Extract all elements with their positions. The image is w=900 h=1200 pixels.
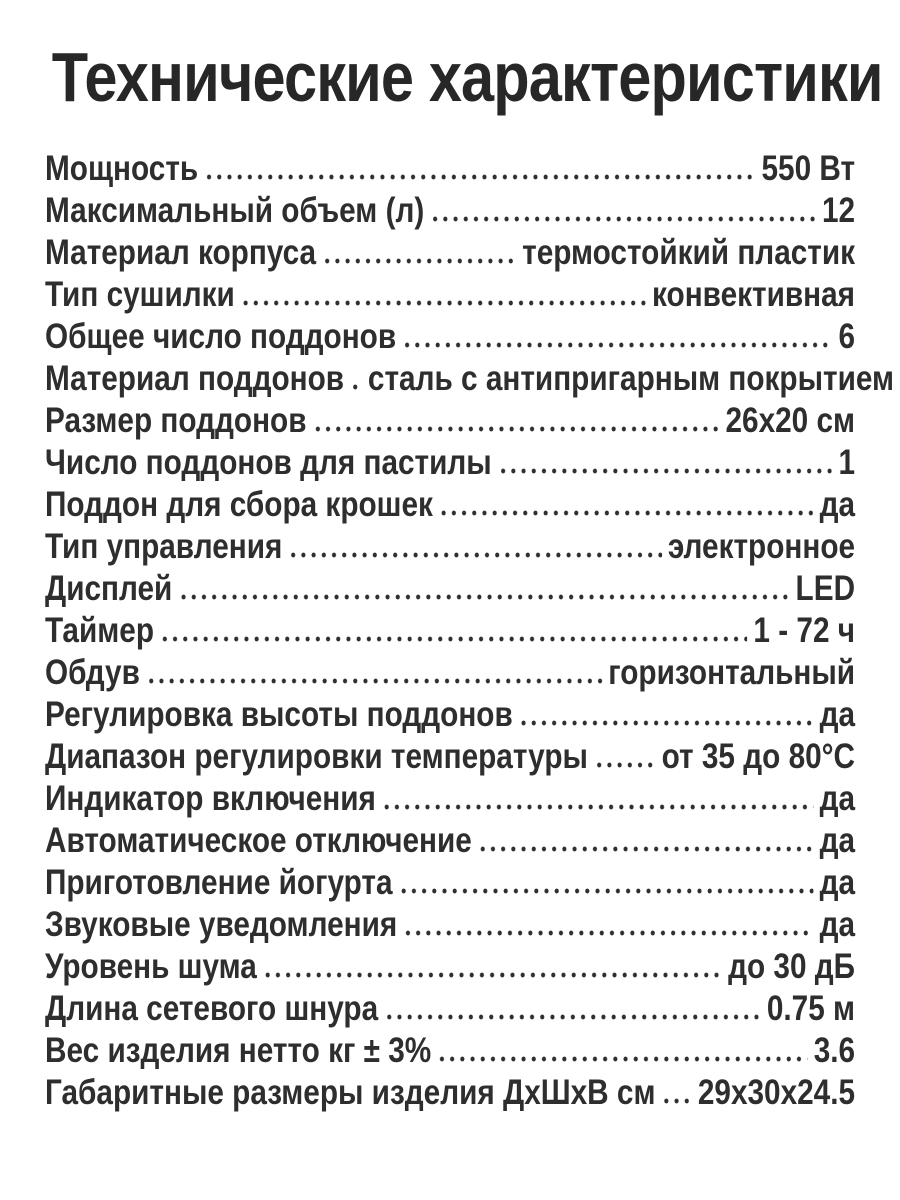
dot-leader bbox=[439, 510, 814, 516]
spec-value: 0.75 м bbox=[766, 989, 856, 1028]
dot-leader bbox=[478, 846, 814, 852]
spec-label: Регулировка высоты поддонов bbox=[45, 695, 513, 734]
spec-row bbox=[45, 148, 855, 190]
spec-row bbox=[45, 1072, 855, 1114]
spec-label: Звуковые уведомления bbox=[45, 905, 398, 944]
spec-row bbox=[45, 904, 855, 946]
spec-row bbox=[45, 988, 855, 1030]
spec-row bbox=[45, 820, 855, 862]
spec-label: Приготовление йогурта bbox=[45, 863, 393, 902]
dot-leader bbox=[241, 300, 646, 306]
dot-leader bbox=[146, 678, 602, 684]
spec-row bbox=[45, 274, 855, 316]
spec-row bbox=[45, 652, 855, 694]
dot-leader bbox=[204, 174, 755, 180]
spec-value: да bbox=[819, 779, 856, 818]
spec-label: Обдув bbox=[45, 653, 140, 692]
spec-row bbox=[45, 862, 855, 904]
spec-label: Габаритные размеры изделия ДхШхВ см bbox=[45, 1073, 656, 1112]
spec-row bbox=[45, 526, 855, 568]
spec-list bbox=[45, 148, 895, 1114]
spec-label: Длина сетевого шнура bbox=[45, 989, 379, 1028]
spec-row bbox=[45, 1030, 855, 1072]
spec-row bbox=[45, 736, 855, 778]
spec-label: Мощность bbox=[45, 149, 199, 188]
spec-value: 26х20 см bbox=[725, 401, 856, 440]
dot-leader bbox=[350, 384, 362, 390]
spec-value: конвективная bbox=[652, 275, 856, 314]
spec-row bbox=[45, 694, 855, 736]
dot-leader bbox=[398, 888, 813, 894]
spec-value: 29х30х24.5 bbox=[697, 1073, 856, 1112]
spec-value: LED bbox=[795, 569, 856, 608]
dot-leader bbox=[178, 594, 789, 600]
spec-value: 3.6 bbox=[813, 1031, 856, 1070]
dot-leader bbox=[160, 636, 748, 642]
spec-value: 6 bbox=[838, 317, 856, 356]
spec-value: да bbox=[819, 905, 856, 944]
dot-leader bbox=[384, 1014, 761, 1020]
spec-row bbox=[45, 232, 855, 274]
spec-label: Таймер bbox=[45, 611, 154, 650]
spec-value: 12 bbox=[821, 191, 856, 230]
spec-row bbox=[45, 190, 855, 232]
spec-value: термостойкий пластик bbox=[522, 233, 856, 272]
dot-leader bbox=[312, 426, 719, 432]
spec-row bbox=[45, 484, 855, 526]
spec-value: да bbox=[819, 485, 856, 524]
spec-row bbox=[45, 568, 855, 610]
spec-label: Тип управления bbox=[45, 527, 283, 566]
spec-value: да bbox=[819, 863, 856, 902]
dot-leader bbox=[288, 552, 662, 558]
spec-label: Диапазон регулировки температуры bbox=[45, 737, 588, 776]
dot-leader bbox=[263, 972, 722, 978]
dot-leader bbox=[322, 258, 516, 264]
page-title: Технические характеристики bbox=[51, 38, 883, 116]
spec-label: Материал поддонов bbox=[45, 359, 345, 398]
spec-label: Индикатор включения bbox=[45, 779, 376, 818]
spec-value: 550 Вт bbox=[761, 149, 856, 188]
spec-label: Максимальный объем (л) bbox=[45, 191, 425, 230]
dot-leader bbox=[382, 804, 814, 810]
spec-row bbox=[45, 610, 855, 652]
dot-leader bbox=[519, 720, 814, 726]
spec-value: сталь с антипригарным покрытием bbox=[367, 359, 895, 398]
spec-label: Поддон для сбора крошек bbox=[45, 485, 433, 524]
spec-value: горизонтальный bbox=[608, 653, 856, 692]
spec-value: да bbox=[819, 821, 856, 860]
dot-leader bbox=[403, 930, 813, 936]
spec-row bbox=[45, 400, 855, 442]
spec-label: Число поддонов для пастилы bbox=[45, 443, 492, 482]
spec-value: 1 bbox=[838, 443, 856, 482]
dot-leader bbox=[594, 762, 656, 768]
dot-leader bbox=[402, 342, 832, 348]
spec-value: 1 - 72 ч bbox=[753, 611, 856, 650]
spec-label: Уровень шума bbox=[45, 947, 257, 986]
spec-row bbox=[45, 358, 895, 400]
spec-row bbox=[45, 442, 855, 484]
dot-leader bbox=[430, 216, 816, 222]
dot-leader bbox=[498, 468, 833, 474]
spec-label: Автоматическое отключение bbox=[45, 821, 472, 860]
spec-label: Вес изделия нетто кг ± 3% bbox=[45, 1031, 432, 1070]
spec-label: Общее число поддонов bbox=[45, 317, 397, 356]
spec-row bbox=[45, 778, 855, 820]
spec-label: Размер поддонов bbox=[45, 401, 307, 440]
spec-value: до 30 дБ bbox=[728, 947, 856, 986]
spec-row bbox=[45, 946, 855, 988]
spec-label: Тип сушилки bbox=[45, 275, 235, 314]
spec-value: да bbox=[819, 695, 856, 734]
spec-row bbox=[45, 316, 855, 358]
dot-leader bbox=[437, 1056, 808, 1062]
spec-value: от 35 до 80°С bbox=[661, 737, 856, 776]
spec-label: Материал корпуса bbox=[45, 233, 317, 272]
spec-sheet-page bbox=[45, 0, 895, 1114]
spec-label: Дисплей bbox=[45, 569, 173, 608]
dot-leader bbox=[661, 1098, 691, 1104]
spec-value: электронное bbox=[667, 527, 856, 566]
